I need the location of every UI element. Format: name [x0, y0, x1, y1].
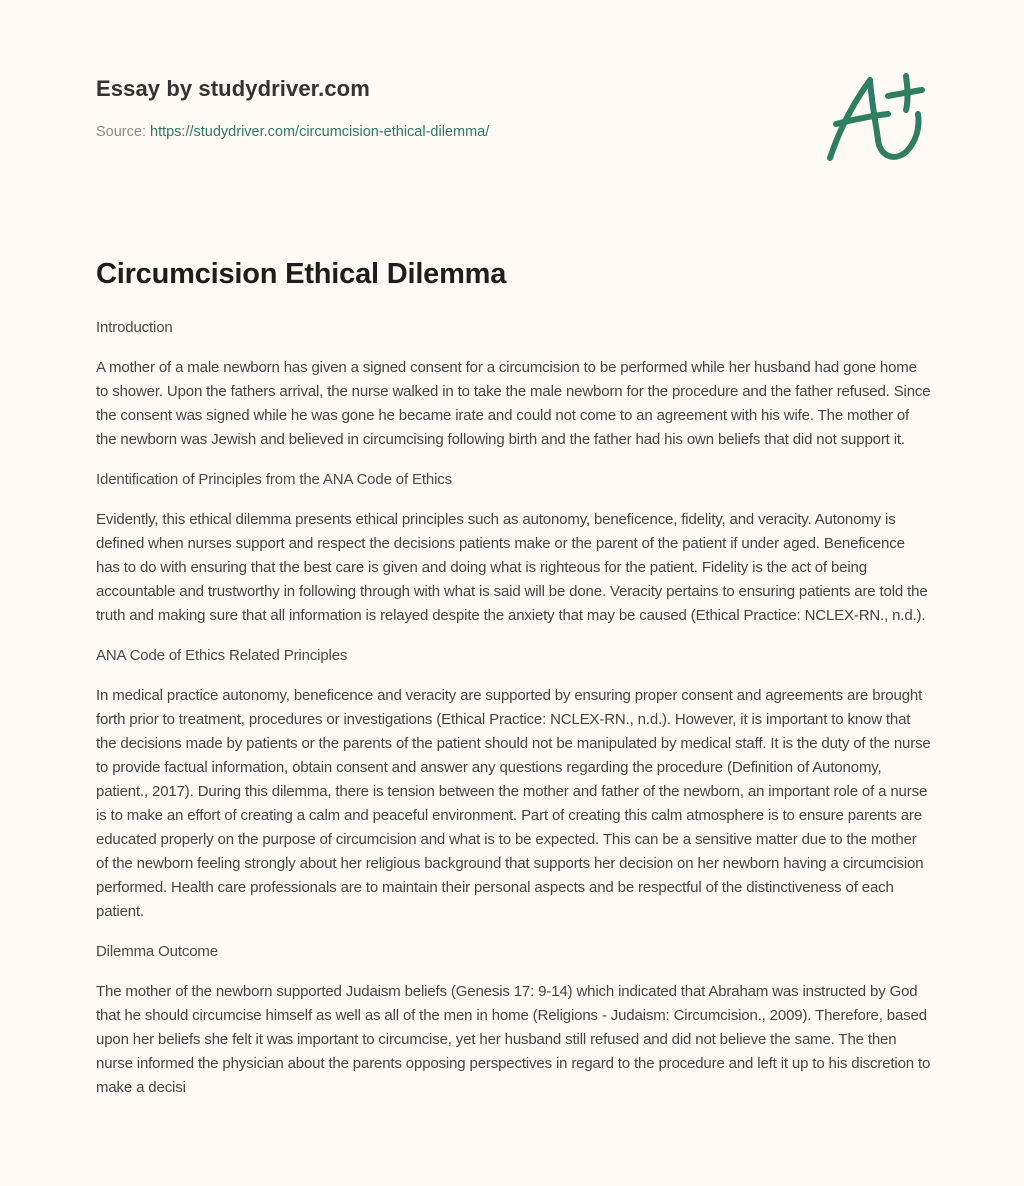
source-label: Source: [96, 124, 150, 140]
a-plus-grade-icon [818, 66, 934, 170]
essay-body [96, 316, 932, 1100]
section-heading-dilemma-outcome: Dilemma Outcome [96, 943, 218, 960]
page-header [96, 74, 796, 142]
site-title: Essay by studydriver.com [96, 76, 370, 101]
section-heading-related-principles: ANA Code of Ethics Related Principles [96, 647, 348, 664]
essay-title: Circumcision Ethical Dilemma [96, 258, 507, 290]
section-heading-introduction: Introduction [96, 319, 173, 336]
paragraph-related-principles: In medical practice autonomy, beneficence and veracity are supported by ensuring proper consent and agreements are brought forth prior to treatment, procedures or investigations (Ethical Practice: NCLEX-RN., n.d.). However, it is important to know that the decisions made by patients or the parents of the patient should not be manipulated by medical staff. It is the duty of the nurse to provide factual information, obtain consent and answer any questions regarding the procedure (Definition of Autonomy, patient., 2017). During this dilemma, there is tension between the mother and father of the newborn, an important role of a nurse is to make an effort of creating a calm and peaceful environment. Part of creating this calm atmosphere is to ensure parents are educated properly on the purpose of circumcision and what is to be expected. This can be a sensitive matter due to the mother of the newborn feeling strongly about her religious background that supports her decision on her newborn having a circumcision performed. Health care professionals are to maintain their personal aspects and be respectful of the distinctiveness of each patient. [96, 687, 931, 920]
paragraph-identification-of-principles: Evidently, this ethical dilemma presents ethical principles such as autonomy, beneficence, fidelity, and veracity. Autonomy is defined when nurses support and respect the decisions patients make or the parent of the patient if under aged. Beneficence has to do with ensuring that the best care is given and doing what is righteous for the patient. Fidelity is the act of being accountable and trustworthy in following through with what is said will be done. Veracity pertains to ensuring patients are told the truth and making sure that all information is relayed despite the anxiety that may be caused (Ethical Practice: NCLEX-RN., n.d.). [96, 511, 928, 624]
source-link[interactable]: https://studydriver.com/circumcision-ethical-dilemma/ [150, 124, 490, 140]
section-heading-identification-of-principles: Identification of Principles from the ANA Code of Ethics [96, 471, 452, 488]
paragraph-introduction: A mother of a male newborn has given a signed consent for a circumcision to be performed while her husband had gone home to shower. Upon the fathers arrival, the nurse walked in to take the male newborn for the procedure and the father refused. Since the consent was signed while he was gone he became irate and could not come to an agreement with his wife. The mother of the newborn was Jewish and believed in circumcising following birth and the father had his own beliefs that did not support it. [96, 359, 931, 448]
essay-content [96, 254, 932, 1116]
paragraph-dilemma-outcome: The mother of the newborn supported Judaism beliefs (Genesis 17: 9-14) which indicated that Abraham was instructed by God that he should circumcise himself as well as all of the men in home (Religions - Judaism: Circumcision., 2009). Therefore, based upon her beliefs she felt it was important to circumcise, yet her husband still refused and did not believe the same. The then nurse informed the physician about the parents opposing perspectives in regard to the procedure and left it up to his discretion to make a decisi [96, 983, 931, 1096]
source-line [96, 122, 796, 142]
